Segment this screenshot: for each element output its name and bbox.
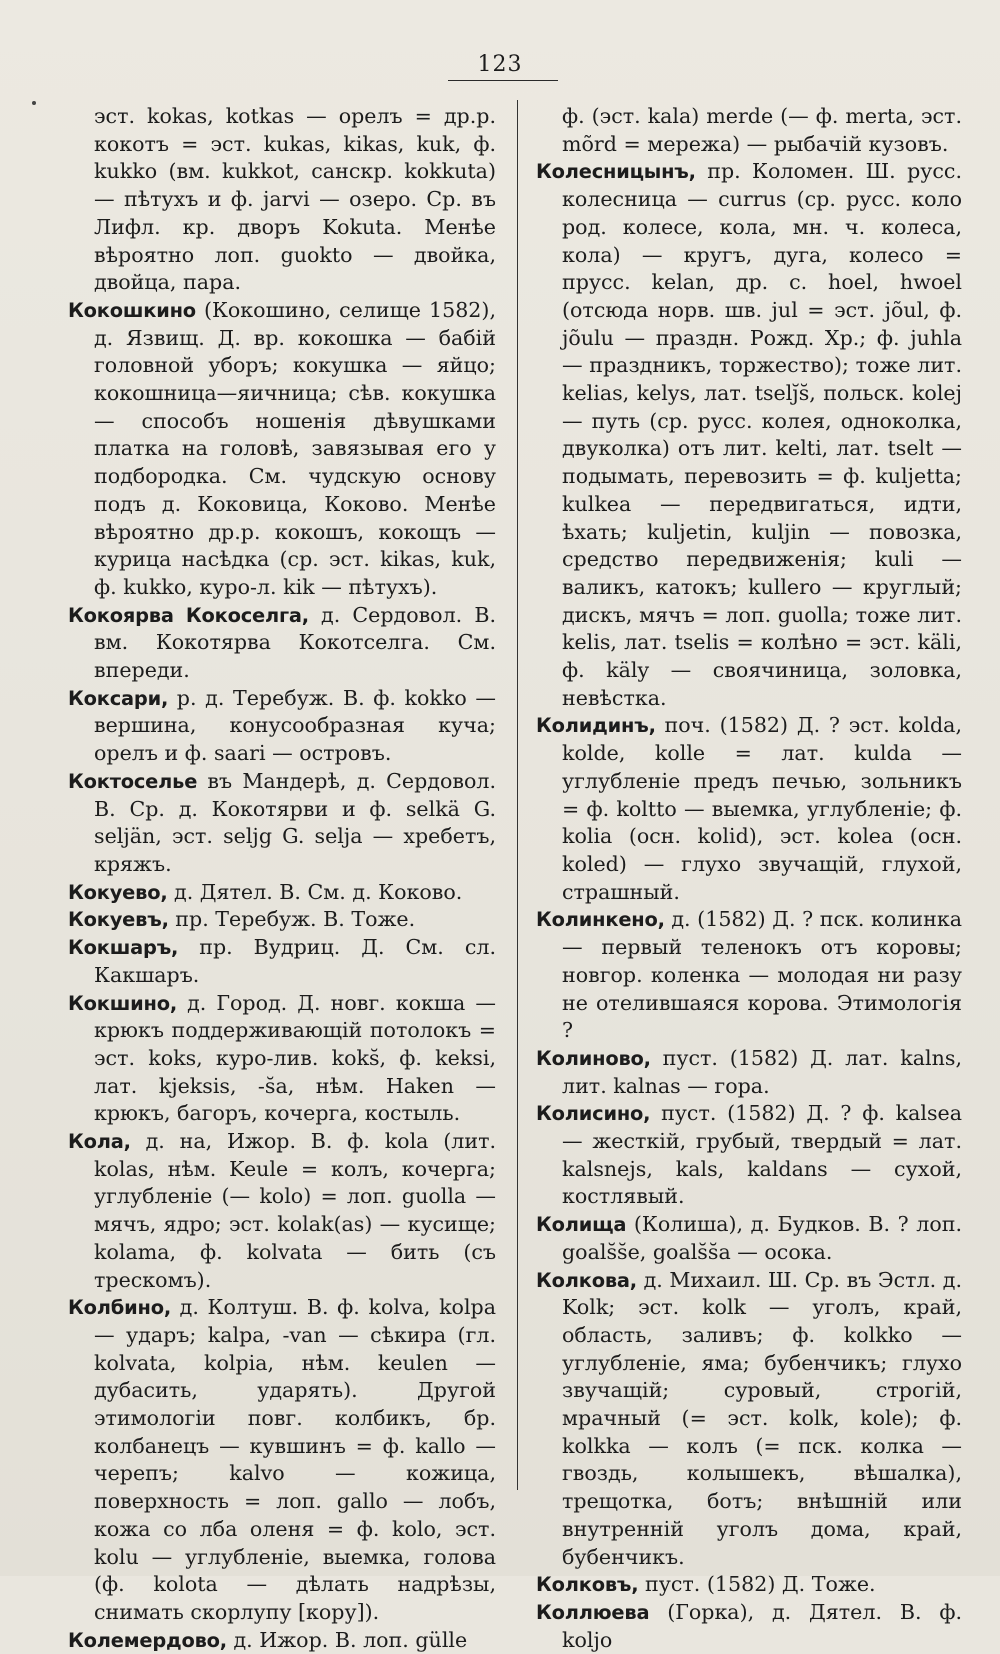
entry-text: д. Колтуш. В. ф. kolva, kolpa — ударъ; kalpa, -van — сѣкира (гл. kolvata, kolpia, нѣм. keulen — дубасить, ударять). Другой этимологіи повг. колбикъ, бр. колбанецъ — кувшинъ = ф. kallo — черепъ; kalvo — кожица, поверхность = лоп. gallo — лобъ, кожа со лба оленя = ф. kolo, эст. kolu — углубленіе, выемка, голова (ф. kolota — дѣлать надрѣзы, снимать скорлупу [кору]). bbox=[94, 1295, 497, 1624]
entry bbox=[68, 297, 496, 602]
header-rule bbox=[448, 80, 558, 81]
entry-text: (Колиша), д. Будков. В. ? лоп. goals̆s̆e, goals̆s̆a — осока. bbox=[562, 1212, 962, 1264]
entry-headword: Колидинъ, bbox=[536, 714, 656, 738]
page-number: 123 bbox=[477, 52, 523, 77]
entry bbox=[68, 1627, 496, 1654]
right-column bbox=[536, 103, 962, 1654]
entry-text: пуст. (1582) Д. Тоже. bbox=[645, 1572, 876, 1597]
entry bbox=[536, 1045, 962, 1100]
entry-headword: Колемердово, bbox=[68, 1628, 227, 1652]
entry bbox=[536, 1571, 962, 1599]
entry bbox=[536, 712, 962, 906]
entry-text: поч. (1582) Д. ? эст. kolda, kolde, kolle = лат. kulda — углубленіе предъ печью, зольникъ = ф. koltto — выемка, углубленіе; ф. kolia (осн. kolid), эст. kolea (осн. koled) — глухо звучащій, глухой, страшный. bbox=[562, 713, 962, 904]
entry bbox=[68, 934, 496, 989]
entry-headword: Колиново, bbox=[536, 1046, 651, 1070]
entry-text: пуст. (1582) Д. ? ф. kalsea — жесткій, грубый, твердый = лат. kalsnejs, kals, kaldans — сухой, костлявый. bbox=[562, 1101, 962, 1209]
entry bbox=[536, 906, 962, 1045]
entry-text: д. Город. Д. новг. кокша — крюкъ поддерживающій потолокъ = эст. koks, куро-лив. koks̆, ф. keksi, лат. kjeksis, -s̆a, нѣм. Haken — крюкъ, багоръ, кочерга, костыль. bbox=[94, 990, 496, 1126]
entry-text: д. на, Ижор. В. ф. kola (лит. kolas, нѣм. Keule = колъ, кочерга; углубленіе (— kolo) = лоп. guolla — мячъ, ядро; эст. kolak(as) — кусище; kolama, ф. kolvata — бить (съ трескомъ). bbox=[94, 1129, 497, 1292]
entry bbox=[536, 1267, 962, 1572]
entry-headword: Колковъ, bbox=[536, 1573, 639, 1597]
margin-mark bbox=[32, 101, 36, 105]
entry bbox=[68, 103, 496, 297]
entry-text: пуст. (1582) Д. лат. kalns, лит. kalnas — гора. bbox=[562, 1045, 962, 1098]
entry bbox=[68, 879, 496, 907]
entry-text: эст. kokas, kotkas — орелъ = др.р. кокотъ = эст. kukas, kikas, kuk, ф. kukko (вм. kukkot, санскр. kokkuta) — пѣтухъ и ф. jarvi — озеро. Ср. въ Лифл. кр. дворъ Kokuta. Менѣе вѣроятно лоп. guokto — двойка, двойца, пара. bbox=[94, 104, 496, 295]
entry-headword: Колища bbox=[536, 1213, 627, 1237]
entry-headword: Кокоярва Кокоселга, bbox=[68, 603, 309, 627]
entry-text: д. (1582) Д. ? пск. колинка — первый теленокъ отъ коровы; новгор. коленка — молодая ни разу не отелившаяся корова. Этимологія ? bbox=[562, 907, 962, 1043]
entry-text: д. Дятел. В. См. д. Коково. bbox=[174, 879, 463, 904]
entry bbox=[68, 1128, 496, 1294]
entry-headword: Кокшино, bbox=[68, 991, 177, 1015]
entry-headword: Кокуево, bbox=[68, 880, 168, 904]
entry-text: д. Сердовол. В. вм. Кокотярва Кокотселга. См. впереди. bbox=[94, 602, 496, 683]
entry-headword: Коктоселье bbox=[68, 769, 198, 793]
column-divider bbox=[517, 100, 518, 1490]
entry bbox=[536, 1211, 962, 1266]
entry-text: (Горка), д. Дятел. В. ф. koljo bbox=[562, 1599, 963, 1652]
entry-text: д. Михаил. Ш. Ср. въ Эстл. д. Kolk; эст. kolk — уголъ, край, область, заливъ; ф. kolkko — углубленіе, яма; бубенчикъ; глухо звучащій; суровый, строгій, мрачный (= эст. kolk, kole); ф. kolkka — колъ (= пск. колка — гвоздь, колышекъ, вѣшалка), трещотка, ботъ; внѣшній или внутренній уголъ дома, край, бубенчикъ. bbox=[562, 1267, 962, 1569]
entry-headword: Коллюева bbox=[536, 1600, 650, 1624]
entry-headword: Колисино, bbox=[536, 1102, 651, 1126]
entry-text: пр. Коломен. Ш. русс. колесница — currus (ср. русс. коло род. колесе, кола, мн. ч. колеса, кола) — кругъ, дуга, колесо = прусс. kelan, др. с. hoel, hwoel (отсюда норв. шв. jul = эст. jõul, ф. jõulu — праздн. Рожд. Хр.; ф. juhla — праздникъ, торжество); тоже лит. kelias, kelys, лат. tselj̆s̆, польск. kolej — путь (ср. русс. колея, одноколка, двуколка) отъ лит. kelti, лат. tselt — подымать, перевозить = ф. kuljetta; kulkea — передвигаться, идти, ѣхать; kuljetin, kuljin — повозка, средство передвиженія; kuli — валикъ, катокъ; kullero — круглый; дискъ, мячъ = лоп. guolla; тоже лит. kelis, лат. tselis = колѣно = эст. käli, ф. käly — своячиница, золовка, невѣстка. bbox=[562, 159, 962, 710]
entry bbox=[536, 103, 962, 158]
entry-text: въ Мандерѣ, д. Сердовол. В. Ср. д. Кокотярви и ф. selkä G. seljän, эст. seljg G. selja — хребетъ, кряжъ. bbox=[94, 768, 496, 876]
entry bbox=[68, 1294, 496, 1626]
entry bbox=[68, 768, 496, 879]
entry bbox=[68, 602, 496, 685]
entry-headword: Кокуевъ, bbox=[68, 908, 169, 932]
entry-headword: Кола, bbox=[68, 1130, 131, 1154]
entry-headword: Колкова, bbox=[536, 1268, 637, 1292]
entry-headword: Коксари, bbox=[68, 686, 169, 710]
entry-headword: Кокшаръ, bbox=[68, 936, 179, 960]
entry-headword: Колбино, bbox=[68, 1296, 171, 1320]
entry bbox=[68, 906, 496, 934]
entry-text: (Кокошино, селище 1582), д. Язвищ. Д. вр. кокошка — бабій головной уборъ; кокушка — яйцо; кокошница—яичница; сѣв. кокушка — способъ ношенія дѣвушками платка на головѣ, завязывая его у подбородка. См. чудскую основу подъ д. Коковица, Коково. Менѣе вѣроятно др.р. кокошъ, кокощъ — курица насѣдка (ср. эст. kikas, kuk, ф. kukko, куро-л. kik — пѣтухъ). bbox=[94, 297, 496, 599]
left-column bbox=[68, 103, 496, 1654]
entry bbox=[68, 685, 496, 768]
entry-text: д. Ижор. В. лоп. gülle bbox=[233, 1627, 468, 1652]
entry bbox=[536, 1100, 962, 1211]
entry bbox=[68, 990, 496, 1129]
entry bbox=[536, 1599, 962, 1654]
entry-text: пр. Вудриц. Д. См. сл. Какшаръ. bbox=[94, 935, 496, 987]
entry-text: пр. Теребуж. В. Тоже. bbox=[175, 907, 416, 932]
entry-headword: Колесницынъ, bbox=[536, 160, 696, 184]
entry-text: р. д. Теребуж. В. ф. kokko — вершина, конусообразная куча; орелъ и ф. saari — островъ. bbox=[94, 685, 496, 766]
entry-headword: Кокошкино bbox=[68, 298, 196, 322]
entry bbox=[536, 158, 962, 712]
entry-text: ф. (эст. kala) merde (— ф. merta, эст. mõrd = мережа) — рыбачій кузовъ. bbox=[562, 104, 962, 156]
entry-headword: Колинкено, bbox=[536, 908, 665, 932]
